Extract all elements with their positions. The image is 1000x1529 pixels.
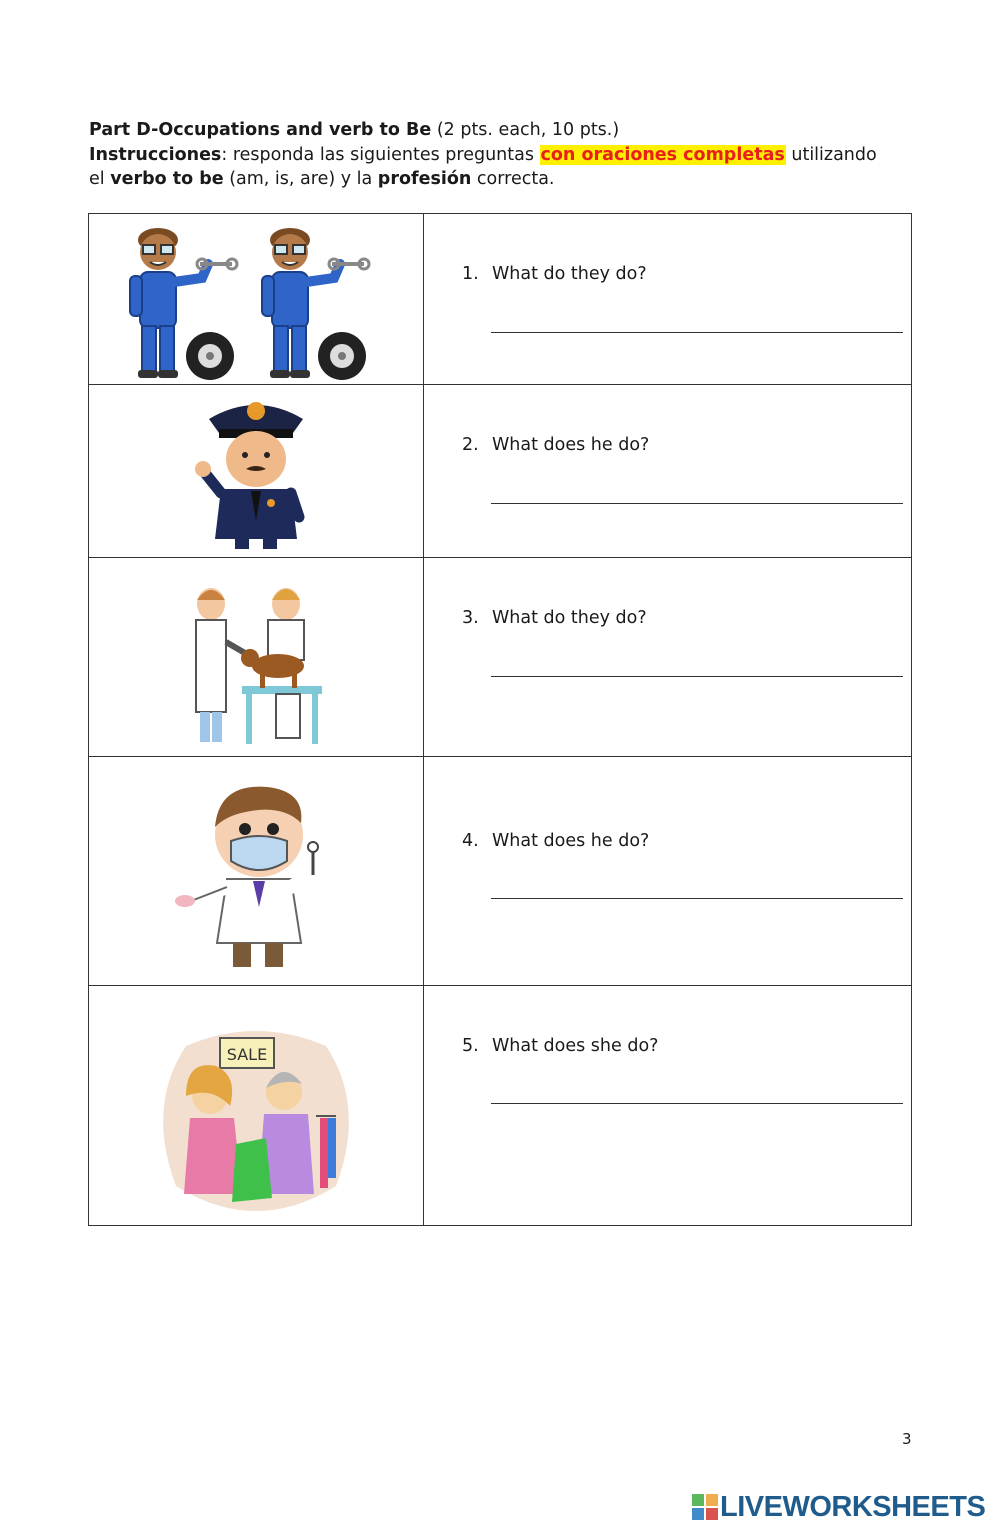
question-cell (424, 385, 912, 558)
image-cell (89, 757, 424, 986)
question-row (89, 214, 912, 385)
questions-table (88, 213, 912, 1226)
answer-line-2[interactable] (491, 503, 903, 504)
part-title: Part D-Occupations and verb to Be (2 pts. each, 10 pts.) (89, 120, 620, 140)
instructions-line-2: el verbo to be (am, is, are) y la profesión correcta. (89, 169, 555, 189)
question-row (89, 385, 912, 558)
liveworksheets-logo (692, 1490, 985, 1524)
image-cell (89, 986, 424, 1226)
instructions-header (89, 118, 919, 192)
instructions-line: Instrucciones: responda las siguientes preguntas con oraciones completas utilizando (89, 144, 877, 165)
answer-line-3[interactable] (491, 676, 903, 677)
question-cell (424, 986, 912, 1226)
question-row (89, 757, 912, 986)
image-cell (89, 558, 424, 757)
answer-line-5[interactable] (491, 1103, 903, 1104)
question-5: 5. What does she do? (462, 1036, 659, 1056)
page-number: 3 (902, 1430, 912, 1448)
image-cell (89, 385, 424, 558)
answer-line-4[interactable] (491, 898, 903, 899)
dentist-illustration (171, 783, 341, 973)
image-cell (89, 214, 424, 385)
question-cell (424, 757, 912, 986)
question-1: 1. What do they do? (462, 264, 647, 284)
mechanics-illustration (126, 218, 386, 384)
question-cell (424, 558, 912, 757)
veterinarians-illustration (186, 586, 326, 752)
question-4: 4. What does he do? (462, 831, 650, 851)
sale-sign: SALE (226, 1045, 268, 1064)
highlighted-phrase: con oraciones completas (540, 144, 785, 165)
question-cell (424, 214, 912, 385)
police-officer-illustration (191, 393, 321, 553)
liveworksheets-logo-icon (692, 1494, 718, 1520)
question-3: 3. What do they do? (462, 608, 647, 628)
shop-assistant-illustration (156, 1026, 356, 1220)
question-row (89, 986, 912, 1226)
answer-line-1[interactable] (491, 332, 903, 333)
question-2: 2. What does he do? (462, 435, 650, 455)
question-row (89, 558, 912, 757)
logo-text: LIVEWORKSHEETS (720, 1490, 986, 1523)
